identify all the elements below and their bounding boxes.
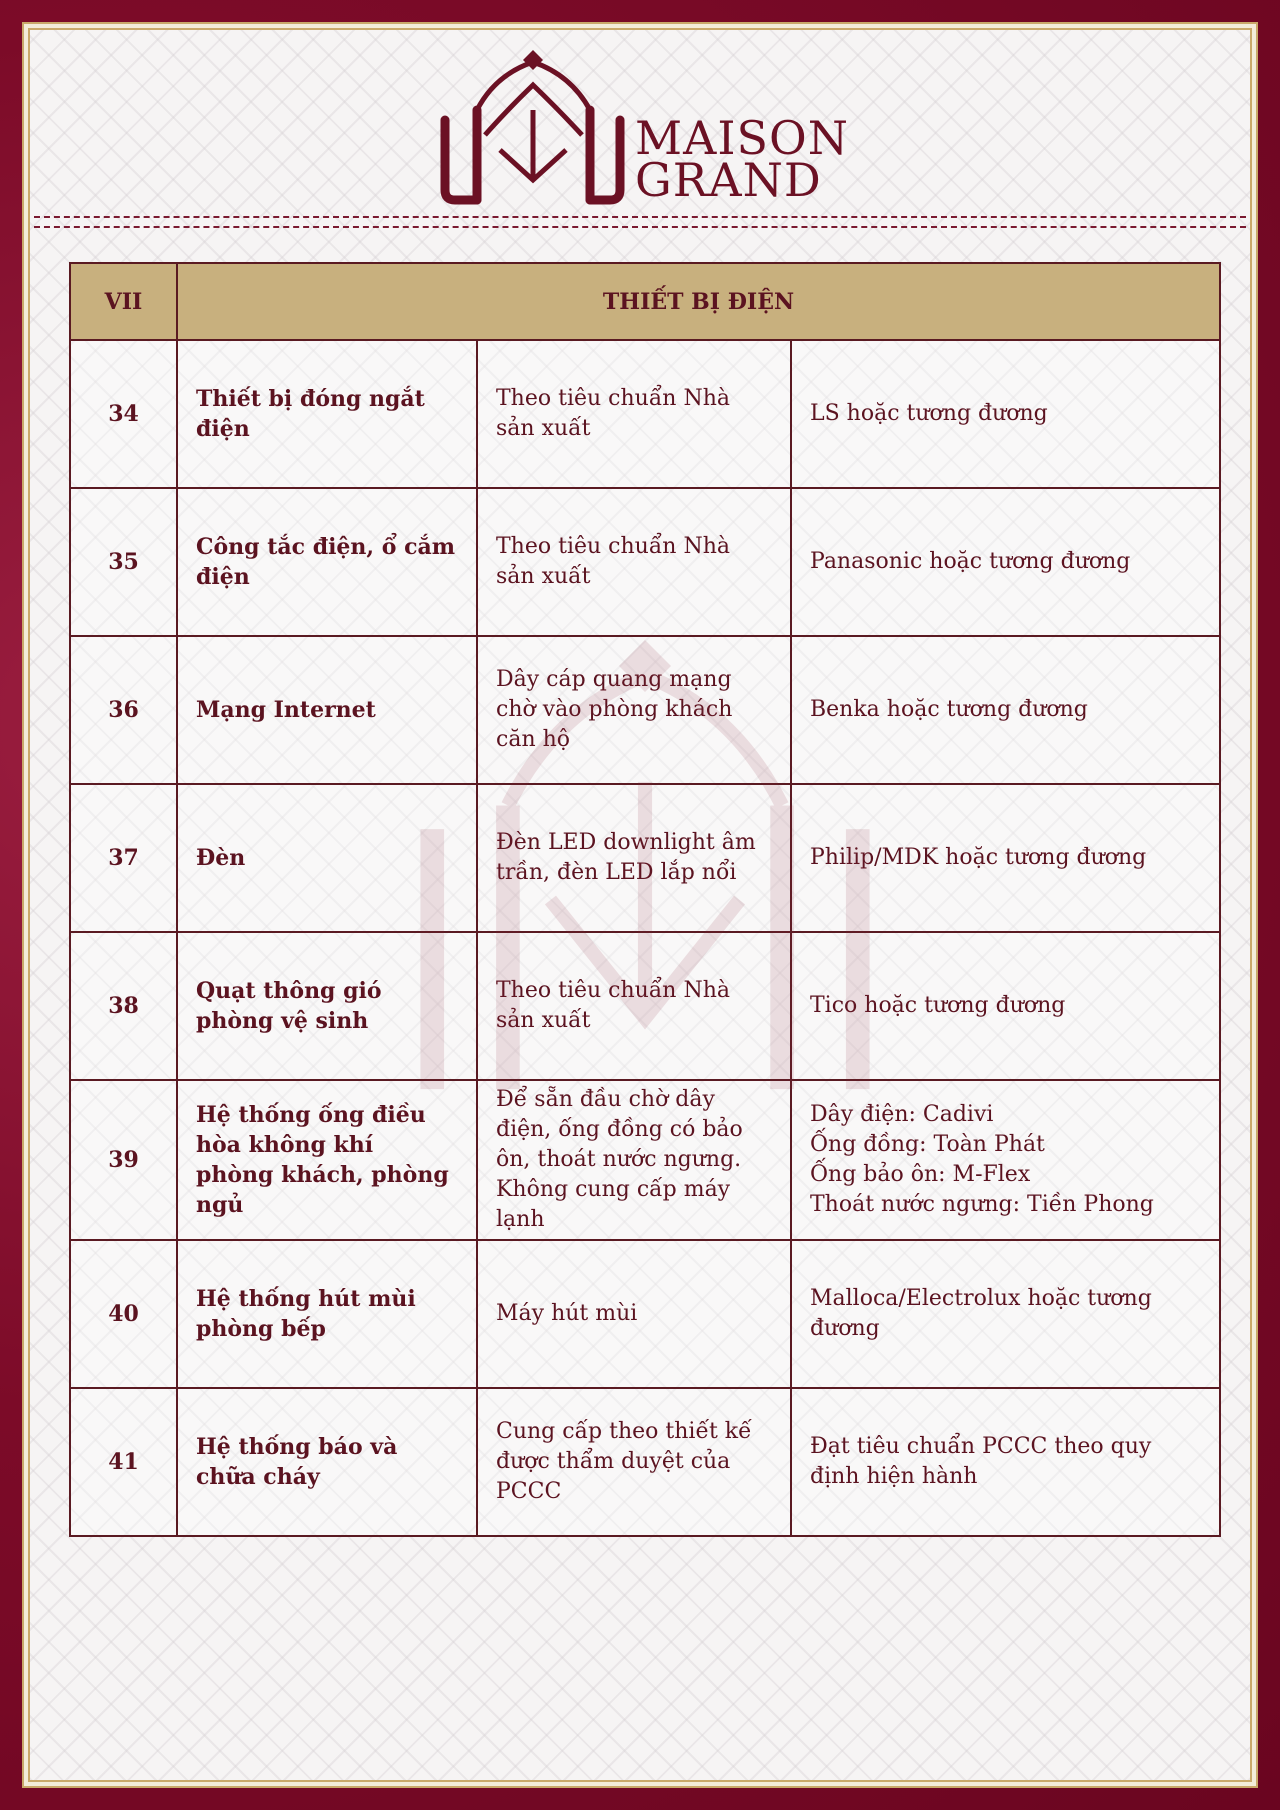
item-spec: Đèn LED downlight âm trần, đèn LED lắp nổi [477, 784, 791, 932]
table-row [70, 340, 1220, 488]
item-name: Công tắc điện, ổ cắm điện [177, 488, 477, 636]
brand-name-line2: GRAND [635, 153, 822, 207]
item-brand: Panasonic hoặc tương đương [791, 488, 1220, 636]
row-number: 39 [70, 1080, 177, 1240]
item-spec: Cung cấp theo thiết kế được thẩm duyệt của PCCC [477, 1388, 791, 1536]
item-name: Thiết bị đóng ngắt điện [177, 340, 477, 488]
item-brand: LS hoặc tương đương [791, 340, 1220, 488]
item-name: Đèn [177, 784, 477, 932]
item-brand: Philip/MDK hoặc tương đương [791, 784, 1220, 932]
item-name: Hệ thống hút mùi phòng bếp [177, 1240, 477, 1388]
header-divider-top [34, 216, 1246, 218]
item-brand: Tico hoặc tương đương [791, 932, 1220, 1080]
row-number: 37 [70, 784, 177, 932]
item-brand: Benka hoặc tương đương [791, 636, 1220, 784]
brand-name-line1: MAISON [635, 111, 849, 165]
table-row [70, 1388, 1220, 1536]
table-row [70, 1240, 1220, 1388]
item-spec: Máy hút mùi [477, 1240, 791, 1388]
row-number: 35 [70, 488, 177, 636]
item-brand: Đạt tiêu chuẩn PCCC theo quy định hiện hành [791, 1388, 1220, 1536]
brand-line: Ống đồng: Toàn Phát [810, 1132, 1045, 1157]
row-number: 38 [70, 932, 177, 1080]
row-number: 36 [70, 636, 177, 784]
row-number: 41 [70, 1388, 177, 1536]
item-spec: Theo tiêu chuẩn Nhà sản xuất [477, 340, 791, 488]
row-number: 40 [70, 1240, 177, 1388]
item-name: Mạng Internet [177, 636, 477, 784]
table-row [70, 1080, 1220, 1240]
section-code: VII [70, 263, 177, 340]
item-spec: Theo tiêu chuẩn Nhà sản xuất [477, 488, 791, 636]
brand-line: Dây điện: Cadivi [810, 1102, 994, 1127]
item-name: Hệ thống báo và chữa cháy [177, 1388, 477, 1536]
table-row [70, 784, 1220, 932]
item-brand: Malloca/Electrolux hoặc tương đương [791, 1240, 1220, 1388]
brand-line: Thoát nước ngưng: Tiền Phong [810, 1192, 1154, 1217]
electrical-equipment-table [69, 262, 1221, 1537]
brand-line: Ống bảo ôn: M-Flex [810, 1162, 1031, 1187]
item-spec: Dây cáp quang mạng chờ vào phòng khách căn hộ [477, 636, 791, 784]
table-row [70, 488, 1220, 636]
table-row [70, 932, 1220, 1080]
row-number: 34 [70, 340, 177, 488]
table-row [70, 636, 1220, 784]
section-header-row [70, 263, 1220, 340]
item-spec: Theo tiêu chuẩn Nhà sản xuất [477, 932, 791, 1080]
header-divider-bottom [34, 226, 1246, 228]
item-name: Quạt thông gió phòng vệ sinh [177, 932, 477, 1080]
item-spec: Để sẵn đầu chờ dây điện, ống đồng có bảo ôn, thoát nước ngưng. Không cung cấp máy lạnh [477, 1080, 791, 1240]
item-name: Hệ thống ống điều hòa không khí phòng khách, phòng ngủ [177, 1080, 477, 1240]
section-title: THIẾT BỊ ĐIỆN [177, 263, 1220, 340]
item-brand-list [791, 1080, 1220, 1240]
